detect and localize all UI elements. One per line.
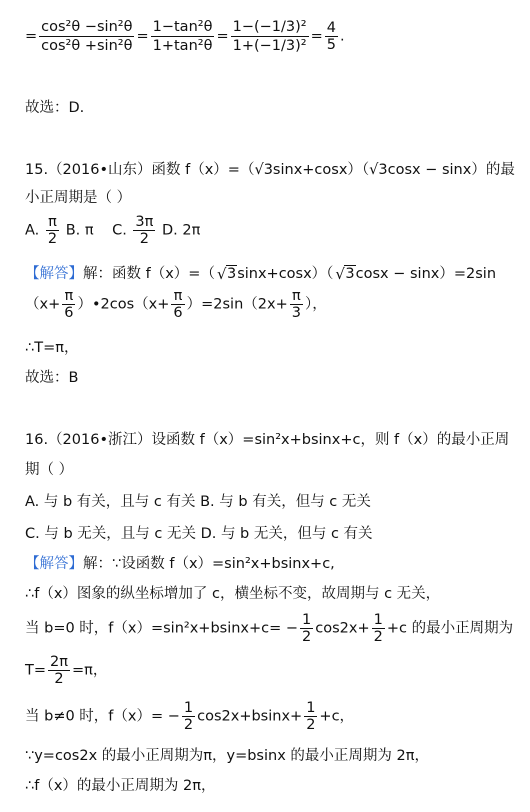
option-c-fraction: $\frac{3\pi}{2}$: [135, 214, 154, 247]
q16-options-cd: C. 与 b 无关，且与 c 无关 D. 与 b 无关，但与 c 有关: [25, 526, 373, 542]
fraction-numeric: $\frac{\text{1−(−1/3)²}}{\text{1+(−1/3)²}}$: [232, 19, 307, 54]
q15-stem-line2: 小正周期是（ ）: [25, 190, 132, 206]
fraction-result: $\frac{4}{5}$: [326, 20, 336, 53]
q15-solution-line2: （x+ $\frac{\pi}{6}$ ）•2cos（x+ $\frac{\pi}{6}$ ）=2sin（2x+ $\frac{\pi}{3}$ ），: [25, 288, 327, 321]
q16-options-ab: A. 与 b 有关，且与 c 有关 B. 与 b 有关，但与 c 无关: [25, 494, 371, 510]
q16-solution-line7: ∴f（x）的最小正周期为 2π，: [25, 778, 216, 794]
q16-solution-line5: 当 b≠0 时，f（x）= − $\frac{1}{2}$ cos2x+bsinx+ $\frac{1}{2}$ +c，: [25, 700, 355, 733]
q15-conclusion: ∴T=π，: [25, 340, 79, 356]
q15-choice: 故选：B: [25, 370, 79, 386]
q16-solution-line6: ∵y=cos2x 的最小正周期为π，y=bsinx 的最小正周期为 2π，: [25, 748, 429, 764]
answer-tag: 【解答】: [25, 556, 83, 572]
fraction-cos-sin: $\frac{\text{cos²θ −sin²θ}}{\text{cos²θ +sin²θ}}$: [41, 19, 133, 54]
q15-stem-line1: 15.（2016•山东）函数 f（x）=（√3sinx+cosx）（√3cosx − sinx）的最: [25, 162, 515, 178]
q16-solution-line1: 【解答】解：∵设函数 f（x）=sin²x+bsinx+c,: [25, 556, 335, 572]
q15-solution-line1: 【解答】解：函数 f（x）=（√ 3sinx+cosx）（√ 3cosx − sinx）=2sin: [25, 262, 520, 283]
answer-tag: 【解答】: [25, 266, 83, 282]
q15-options: A. $\frac{\pi}{2}$ B. π C. $\frac{3\pi}{2}$ D. 2π: [25, 214, 201, 247]
previous-choice: 故选：D.: [25, 100, 85, 116]
fraction-tan: $\frac{\text{1−tan²θ}}{\text{1+tan²θ}}$: [152, 19, 213, 54]
previous-solution-equation: = $\frac{\text{cos²θ −sin²θ}}{\text{cos²θ +sin²θ}}$ = $\frac{\text{1−tan²θ}}{\text{1+tan²θ}}$ = $\frac{\text{1−(−1/3)²}}{\text{1+(−1/3)²}}$ = $\frac{4}{5}$ .: [25, 19, 345, 54]
option-a-fraction: $\frac{\pi}{2}$: [47, 214, 58, 247]
q16-stem-line1: 16.（2016•浙江）设函数 f（x）=sin²x+bsinx+c，则 f（x）的最小正周: [25, 432, 510, 448]
sqrt-symbol: √ 3: [335, 266, 355, 282]
q16-solution-line3: 当 b=0 时，f（x）=sin²x+bsinx+c= − $\frac{1}{2}$ cos2x+ $\frac{1}{2}$ +c 的最小正周期为: [25, 612, 514, 645]
q16-solution-line4: T= $\frac{2\pi}{2}$ =π，: [25, 654, 108, 687]
sqrt-symbol: √ 3: [217, 266, 237, 282]
q16-solution-line2: ∴f（x）图象的纵坐标增加了 c，横坐标不变，故周期与 c 无关，: [25, 586, 441, 602]
q16-stem-line2: 期（ ）: [25, 462, 74, 478]
